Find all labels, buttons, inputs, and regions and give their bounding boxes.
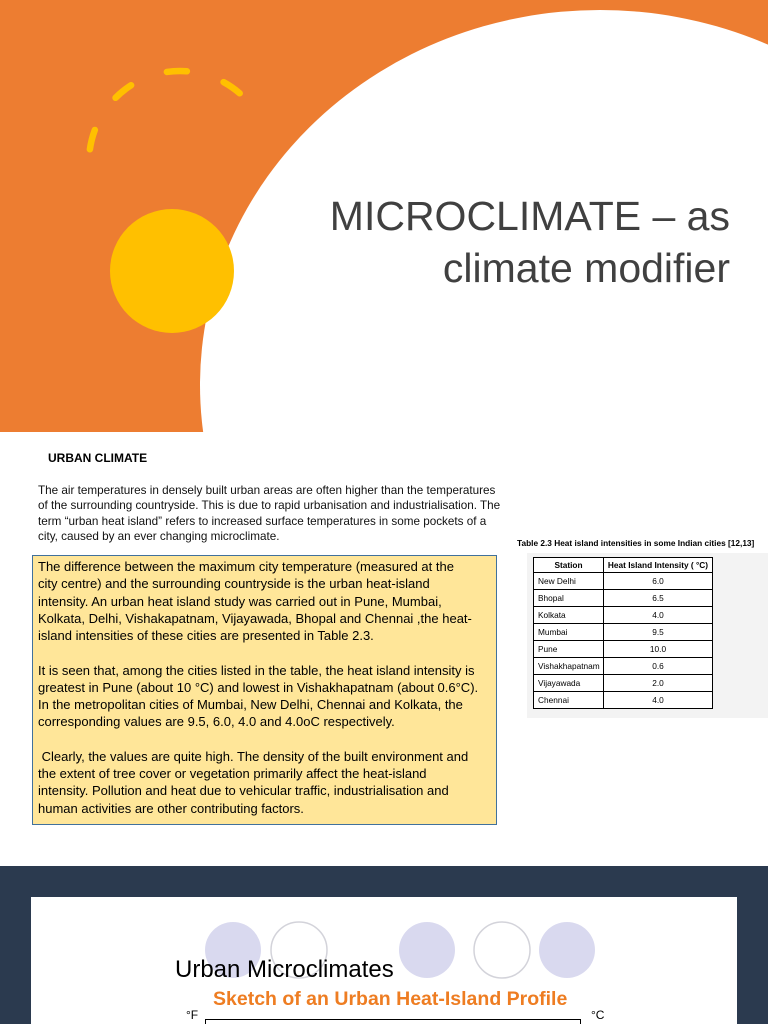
- highlight-text-line: city centre) and the surrounding countryside is the urban heat-island: [38, 576, 430, 592]
- station-cell: Chennai: [534, 692, 604, 709]
- intensity-cell: 0.6: [604, 658, 713, 675]
- highlight-text-line: In the metropolitan cities of Mumbai, New Delhi, Chennai and Kolkata, the: [38, 697, 463, 712]
- heat-island-chart-frame: [205, 1019, 581, 1024]
- intensity-cell: 4.0: [604, 692, 713, 709]
- title-slide: [0, 0, 768, 432]
- highlight-box: [32, 555, 497, 825]
- outline-circle-decoration: [474, 922, 530, 978]
- highlight-text-line: intensity. An urban heat island study was carried out in Pune, Mumbai,: [38, 593, 442, 609]
- fahrenheit-axis-unit: °F: [186, 1008, 199, 1022]
- heat-island-table: [533, 557, 713, 709]
- highlight-text-line: Clearly, the values are quite high. The density of the built environment and: [38, 748, 469, 764]
- table-row: [534, 641, 713, 658]
- urban-microclimates-slide: [31, 897, 737, 1024]
- table-caption: Table 2.3 Heat island intensities in some Indian cities [12,13]: [517, 538, 755, 548]
- table-header-intensity: Heat Island Intensity ( °C): [604, 558, 713, 573]
- table-header-row: [534, 558, 713, 573]
- station-cell: Pune: [534, 641, 604, 658]
- slide-title-line-2: climate modifier: [442, 245, 730, 291]
- intensity-cell: 9.5: [604, 624, 713, 641]
- urban-climate-page: [0, 432, 768, 866]
- intro-paragraph: [38, 483, 500, 545]
- intro-line: of the surrounding countryside. This is due to rapid urbanisation and industrialisation. The: [38, 499, 501, 513]
- table-row: [534, 590, 713, 607]
- station-cell: New Delhi: [534, 573, 604, 590]
- intro-line: term “urban heat island” refers to increased surface temperatures in some pockets of a: [38, 514, 487, 528]
- table-row: [534, 675, 713, 692]
- lavender-circle-decoration: [539, 922, 595, 978]
- intensity-cell: 6.5: [604, 590, 713, 607]
- highlight-text-line: intensity. Pollution and heat due to vehicular traffic, industrialisation and: [38, 783, 449, 799]
- highlight-text-line: It is seen that, among the cities listed in the table, the heat island intensity is: [38, 662, 475, 678]
- paragraph-break: [38, 644, 496, 661]
- table-row: [534, 607, 713, 624]
- intensity-cell: 4.0: [604, 607, 713, 624]
- highlight-text-line: The difference between the maximum city temperature (measured at the: [38, 559, 454, 574]
- dashed-arc-decoration: [90, 71, 240, 149]
- station-cell: Mumbai: [534, 624, 604, 641]
- highlight-text-line: island intensities of these cities are presented in Table 2.3.: [38, 628, 374, 643]
- intro-line: The air temperatures in densely built urban areas are often higher than the temperatures: [38, 484, 496, 497]
- slide-title: [330, 190, 730, 294]
- table-row: [534, 692, 713, 709]
- table-row: [534, 624, 713, 641]
- paragraph-break: [38, 731, 496, 748]
- highlight-text-line: greatest in Pune (about 10 °C) and lowest in Vishakhapatnam (about 0.6°C).: [38, 679, 479, 695]
- table-header-station: Station: [534, 558, 604, 573]
- section-heading: URBAN CLIMATE: [48, 451, 148, 465]
- station-cell: Vishakhapatnam: [534, 658, 604, 675]
- slide-title-line-1: MICROCLIMATE – as: [329, 193, 730, 239]
- intro-line: city, caused by an ever changing microclimate.: [38, 530, 280, 544]
- yellow-circle-decoration: [110, 209, 234, 333]
- urban-microclimates-slide-frame: [0, 866, 768, 1024]
- highlight-text-line: corresponding values are 9.5, 6.0, 4.0 and 4.0oC respectively.: [38, 714, 395, 730]
- slide-heading: Urban Microclimates: [175, 956, 394, 983]
- sketch-title: Sketch of an Urban Heat-Island Profile: [213, 988, 568, 1010]
- highlight-text-line: Kolkata, Delhi, Vishakapatnam, Vijayawada, Bhopal and Chennai ,the heat-: [38, 610, 472, 626]
- highlight-text-line: the extent of tree cover or vegetation primarily affect the heat-island: [38, 766, 427, 781]
- highlight-text-line: human activities are other contributing factors.: [38, 800, 304, 816]
- table-row: [534, 573, 713, 590]
- station-cell: Bhopal: [534, 590, 604, 607]
- table-row: [534, 658, 713, 675]
- station-cell: Vijayawada: [534, 675, 604, 692]
- station-cell: Kolkata: [534, 607, 604, 624]
- intensity-cell: 6.0: [604, 573, 713, 590]
- celsius-axis-unit: °C: [591, 1008, 605, 1022]
- intensity-cell: 2.0: [604, 675, 713, 692]
- intensity-cell: 10.0: [604, 641, 713, 658]
- lavender-circle-decoration: [399, 922, 455, 978]
